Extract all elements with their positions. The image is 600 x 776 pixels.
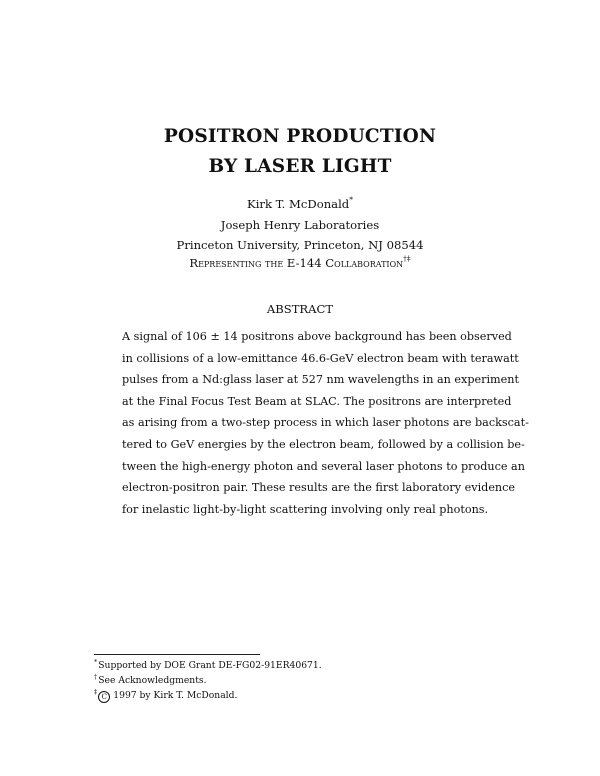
footnote-mark: * xyxy=(94,658,98,666)
abstract-heading: ABSTRACT xyxy=(266,302,334,316)
footnote-divider xyxy=(94,654,260,655)
copyright-icon: C xyxy=(98,691,110,703)
author-address: Princeton University, Princeton, NJ 08544 xyxy=(176,238,424,252)
footnotes xyxy=(94,658,322,703)
footnote-text: Supported by DOE Grant DE-FG02-91ER40671. xyxy=(98,660,322,671)
footnote-copyright xyxy=(94,688,322,703)
abstract-line: for inelastic light-by-light scattering involving only real photons. xyxy=(122,502,489,516)
author-name: Kirk T. McDonald xyxy=(247,197,350,211)
abstract-line: A signal of 106 ± 14 positrons above background has been observed xyxy=(122,330,512,343)
abstract-body xyxy=(122,326,529,520)
footnote-mark: † xyxy=(94,673,98,681)
abstract-line: tered to GeV energies by the electron beam, followed by a collision be- xyxy=(122,437,525,451)
representing-footnote-marks: †‡ xyxy=(403,254,411,263)
footnote-mark: ‡ xyxy=(94,688,98,696)
title-line-1: POSITRON PRODUCTION xyxy=(163,126,437,147)
footnote-acknowledgments xyxy=(94,673,322,688)
abstract-line: at the Final Focus Test Beam at SLAC. The positrons are interpreted xyxy=(122,394,512,408)
representing-line xyxy=(0,256,600,270)
representing-text: Representing the E-144 Collaboration xyxy=(189,256,404,270)
footnote-text: See Acknowledgments. xyxy=(98,675,207,686)
abstract-line: tween the high-energy photon and several laser photons to produce an xyxy=(122,459,525,473)
author-block xyxy=(0,194,600,256)
footnote-text: 1997 by Kirk T. McDonald. xyxy=(113,690,238,701)
title-line-2: BY LASER LIGHT xyxy=(208,156,392,177)
abstract-line: pulses from a Nd:glass laser at 527 nm wavelengths in an experiment xyxy=(122,373,519,387)
abstract-line: as arising from a two-step process in which laser photons are backscat- xyxy=(122,416,529,430)
abstract-line: electron-positron pair. These results are the first laboratory evidence xyxy=(122,481,516,495)
abstract-line: in collisions of a low-emittance 46.6-GeV electron beam with terawatt xyxy=(122,351,519,365)
author-footnote-mark: * xyxy=(349,195,353,204)
author-institution: Joseph Henry Laboratories xyxy=(220,217,380,232)
author-name-line xyxy=(0,194,600,215)
footnote-funding xyxy=(94,658,322,673)
